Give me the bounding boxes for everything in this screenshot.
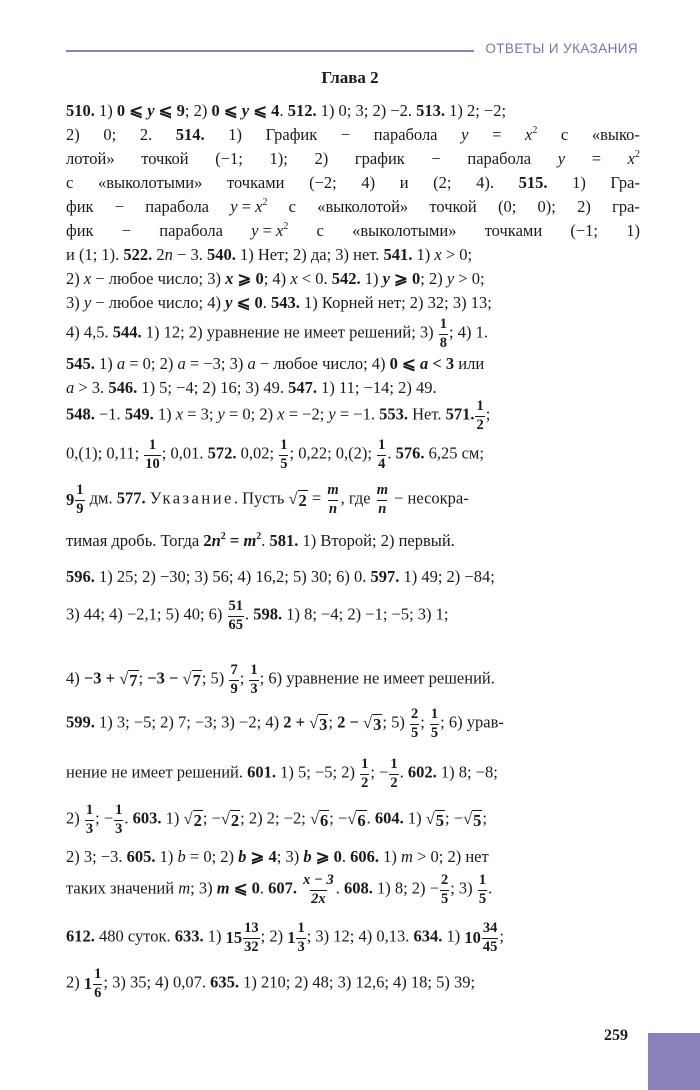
square-root: √ 3 (309, 712, 328, 734)
running-title: ОТВЕТЫ И УКАЗАНИЯ (485, 41, 638, 56)
mixed-number: 10 $\frac{34}{45}$ (464, 920, 498, 955)
fraction: $\frac{1}{2}$ (476, 398, 484, 433)
fraction: $\frac{1}{5}$ (430, 706, 439, 741)
fraction: $\frac{1}{4}$ (378, 437, 386, 472)
fraction: $\frac{1}{3}$ (250, 662, 258, 697)
fraction: $\frac{51}{65}$ (228, 598, 244, 633)
square-root: √ 2 (183, 808, 202, 830)
text-line: 2) 0; 2. 514. 1) График − парабола y = $x^2$ с «выко- (66, 125, 640, 144)
text-line: нение не имеет решений. 601. 1) 5; −5; 2) $\frac{1}{2}$ ; − $\frac{1}{2}$ . 602. 1) 8; −8; (66, 756, 498, 791)
square-root: √ 5 (463, 808, 482, 830)
square-root: √ 2 (288, 488, 307, 510)
header-rule (66, 50, 474, 52)
fraction: $\frac{m}{n}$ (376, 482, 388, 517)
fraction: $\frac{1}{3}$ (85, 802, 94, 837)
square-root: √ 2 (220, 808, 240, 830)
page-number: 259 (604, 1027, 628, 1044)
fraction: $\frac{1}{5}$ (478, 872, 487, 907)
text-line: 596. 1) 25; 2) −30; 3) 56; 4) 16,2; 5) 30; 6) 0. 597. 1) 49; 2) −84; (66, 567, 495, 586)
mixed-number: 1 $\frac{1}{6}$ (83, 966, 102, 1001)
fraction: $\frac{1}{2}$ (361, 756, 369, 791)
chapter-title: Глава 2 (321, 68, 379, 87)
mixed-number: 15 $\frac{13}{32}$ (225, 920, 259, 955)
fraction: $\frac{m}{n}$ (327, 482, 339, 517)
text-line: 548. −1. 549. 1) x = 3; y = 0; 2) x = −2; y = −1. 553. Нет. 571. $\frac{1}{2}$ ; (66, 398, 491, 433)
text-line: a > 3. 546. 1) 5; −4; 2) 16; 3) 49. 547. 1) 11; −14; 2) 49. (66, 378, 437, 397)
hint-label: Указание (149, 488, 234, 508)
fraction: $\frac{x - 3}{2x}$ (303, 872, 334, 907)
square-root: √ 7 (182, 668, 201, 690)
fraction: $\frac{1}{10}$ (145, 437, 160, 472)
text-line: лотой» точкой (−1; 1); 2) график − парабола y = $x^2$ (66, 149, 640, 168)
text-line: 4) 4,5. 544. 1) 12; 2) уравнение не имеет решений; 3) $\frac{1}{8}$ ; 4) 1. (66, 316, 488, 351)
text-line: 3) 44; 4) −2,1; 5) 40; 6) $\frac{51}{65}$ . 598. 1) 8; −4; 2) −1; −5; 3) 1; (66, 598, 449, 633)
square-root: √ 3 (363, 712, 382, 734)
text-line: 599. 1) 3; −5; 2) 7; −3; 3) −2; 4) 2 + √ 3 ; 2 − √ 3 ; 5) $\frac{2}{5}$ ; $\frac{1}{5}$ ; 6) урав- (66, 706, 504, 741)
fraction: $\frac{1}{5}$ (280, 437, 288, 472)
square-root: √ 7 (119, 668, 138, 690)
text-line: 2) x − любое число; 3) x ⩾ 0; 4) x < 0. 542. 1) y ⩾ 0; 2) y > 0; (66, 269, 485, 288)
fraction: $\frac{1}{8}$ (439, 316, 448, 351)
fraction: $\frac{2}{5}$ (440, 872, 449, 907)
square-root: √ 6 (309, 808, 329, 830)
fraction: $\frac{1}{2}$ (390, 756, 398, 791)
text-line: фик − парабола $y = x^2$ с «выколотой» точкой (0; 0); 2) гра- (66, 197, 640, 216)
fraction: $\frac{7}{9}$ (230, 662, 238, 697)
text-line: 510. 1) 0 ⩽ y ⩽ 9; 2) 0 ⩽ y ⩽ 4. 512. 1) 0; 3; 2) −2. 513. 1) 2; −2; (66, 101, 507, 120)
mixed-number: 1 $\frac{1}{3}$ (287, 920, 305, 955)
fraction: $\frac{1}{3}$ (115, 802, 123, 837)
text-line: 2) 1 $\frac{1}{6}$ ; 3) 35; 4) 0,07. 635. 1) 210; 2) 48; 3) 12,6; 4) 18; 5) 39; (66, 966, 476, 1001)
text-line: 4) −3 + √ 7 ; −3 − √ 7 ; 5) $\frac{7}{9}$ ; $\frac{1}{3}$ ; 6) уравнение не имеет решений. (66, 662, 495, 697)
text-line: 2) 3; −3. 605. 1) b = 0; 2) b ⩾ 4; 3) b ⩾ 0. 606. 1) m > 0; 2) нет (66, 847, 489, 866)
page-corner-tab (648, 1033, 700, 1090)
text-line: таких значений m; 3) m ⩽ 0. 607. $\frac{x - 3}{2x}$ . 608. 1) 8; 2) − $\frac{2}{5}$ ; 3) $\frac{1}{5}$ . (66, 872, 493, 907)
text-line: 545. 1) a = 0; 2) a = −3; 3) a − любое число; 4) 0 ⩽ a < 3 или (66, 354, 485, 373)
text-line: фик − парабола $y = x^2$ с «выколотыми» точками (−1; 1) (66, 221, 640, 240)
text-line: 0,(1); 0,11; $\frac{1}{10}$ ; 0,01. 572. 0,02; $\frac{1}{5}$ ; 0,22; 0,(2); $\frac{1}{4}$ . 576. 6,25 см; (66, 437, 484, 472)
text-line: 9 $\frac{1}{9}$ дм. 577. Указание. Пусть √ 2 = $\frac{m}{n}$ , где $\frac{m}{n}$ − несокра- (66, 482, 469, 517)
text-line: 612. 480 суток. 633. 1) 15 $\frac{13}{32}$ ; 2) 1 $\frac{1}{3}$ ; 3) 12; 4) 0,13. 634. 1) 10 $\frac{34}{45}$ ; (66, 920, 504, 955)
text-line: 2) $\frac{1}{3}$ ; − $\frac{1}{3}$ . 603. 1) √ 2 ; − √ 2 ; 2) 2; −2; √ 6 ; − √ 6 . 604. 1) √ 5 ; − √ 5 ; (66, 802, 487, 837)
text-line: 3) y − любое число; 4) y ⩽ 0. 543. 1) Корней нет; 2) 32; 3) 13; (66, 293, 492, 312)
mixed-number: 9 $\frac{1}{9}$ (66, 482, 84, 517)
text-line: и (1; 1). 522. 2n − 3. 540. 1) Нет; 2) да; 3) нет. 541. 1) x > 0; (66, 245, 473, 264)
square-root: √ 6 (347, 808, 366, 830)
text-line: с «выколотыми» точками (−2; 4) и (2; 4). 515. 1) Гра- (66, 173, 640, 192)
square-root: √ 5 (425, 808, 445, 830)
text-line: тимая дробь. Тогда $2n^2 = m^2$. 581. 1) Второй; 2) первый. (66, 531, 455, 550)
fraction: $\frac{2}{5}$ (410, 706, 419, 741)
